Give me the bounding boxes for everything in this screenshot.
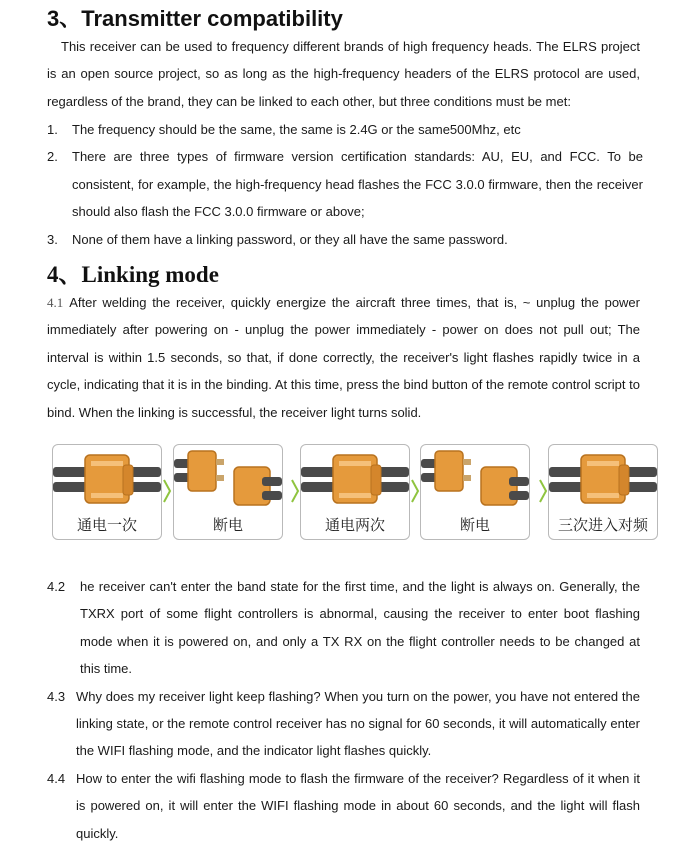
step-caption: 通电两次 [324, 516, 385, 534]
connected-plug-icon [549, 445, 657, 515]
section-3-heading: 3、Transmitter compatibility [47, 6, 343, 31]
binding-steps-illustration [52, 444, 656, 540]
section-3-intro: This receiver can be used to frequency different brands of high frequency heads. The ELRS project is an open source project, so as long as the high-frequency headers of the ELRS protocol are used, regardless of the brand, they can be linked to each other, but three conditions must be met: [47, 39, 640, 109]
list-text: There are three types of firmware version certification standards: AU, EU, and FCC. To be consistent, for example, the high-frequency head flashes the FCC 3.0.0 firmware, then the receiver should also flash the FCC 3.0.0 firmware or above; [72, 149, 643, 220]
list-number: 1. [47, 122, 58, 137]
conditions-list [47, 116, 643, 253]
connected-plug-icon [301, 445, 409, 515]
list-text: The frequency should be the same, the same is 2.4G or the same500Mhz, etc [72, 122, 521, 137]
step-caption: 三次进入对频 [557, 516, 648, 534]
step-caption: 通电一次 [76, 516, 137, 534]
chevron-right-icon [162, 478, 172, 504]
chevron-right-icon [410, 478, 420, 504]
note-number: 4.4 [47, 770, 66, 786]
section-4-notes [47, 573, 640, 847]
note-text: Why does my receiver light keep flashing? When you turn on the power, you have not entered the linking state, or the remote control receiver has no signal for 60 seconds, it will automatically enter the WIFI flashing mode, and the indicator light flashes quickly. [76, 688, 640, 759]
paragraph-number: 4.1 [47, 295, 64, 310]
note-text: How to enter the wifi flashing mode to flash the firmware of the receiver? Regardless of it when it is powered on, it will enter the WIFI flashing mode in about 60 seconds, and the light will flash quickly. [76, 770, 640, 841]
note-item [47, 683, 640, 765]
list-text: None of them have a linking password, or they all have the same password. [72, 231, 508, 247]
note-number: 4.3 [47, 688, 66, 704]
paragraph-text: After welding the receiver, quickly energize the aircraft three times, that is, ~ unplug the power immediately after powering on - unplug the power immediately - power on does not pull out; The interval is within 1.5 seconds, so that, if done correctly, the receiver's light flashes rapidly twice in a cycle, indicating that it is in the binding. At this time, press the bind button of the remote control script to bind. When the linking is successful, the receiver light turns solid. [47, 295, 640, 420]
disconnected-plug-icon [421, 445, 529, 515]
note-item [47, 573, 640, 683]
step-panel-power-off [420, 444, 530, 540]
chevron-right-icon [538, 478, 548, 504]
step-caption: 断电 [212, 516, 243, 534]
connected-plug-icon [53, 445, 161, 515]
list-item [47, 116, 643, 143]
list-number: 3. [47, 231, 58, 247]
step-panel-third-time-binding [548, 444, 658, 540]
disconnected-plug-icon [174, 445, 282, 515]
section-4-1-paragraph [47, 289, 640, 426]
list-item [47, 143, 643, 225]
section-4-heading: 4、Linking mode [47, 262, 219, 287]
step-panel-power-off [173, 444, 283, 540]
step-panel-power-on-once [52, 444, 162, 540]
list-number: 2. [47, 149, 58, 165]
chevron-right-icon [290, 478, 300, 504]
note-text: he receiver can't enter the band state for the first time, and the light is always on. Generally, the TXRX port of some flight controllers is abnormal, causing the receiver to enter boot flashing mode when it is powered on, and only a TX RX on the flight controller needs to be changed at this time. [80, 579, 640, 677]
list-item [47, 226, 643, 253]
step-caption: 断电 [459, 516, 490, 534]
step-panel-power-on-twice [300, 444, 410, 540]
note-number: 4.2 [47, 579, 66, 594]
note-item [47, 765, 640, 847]
